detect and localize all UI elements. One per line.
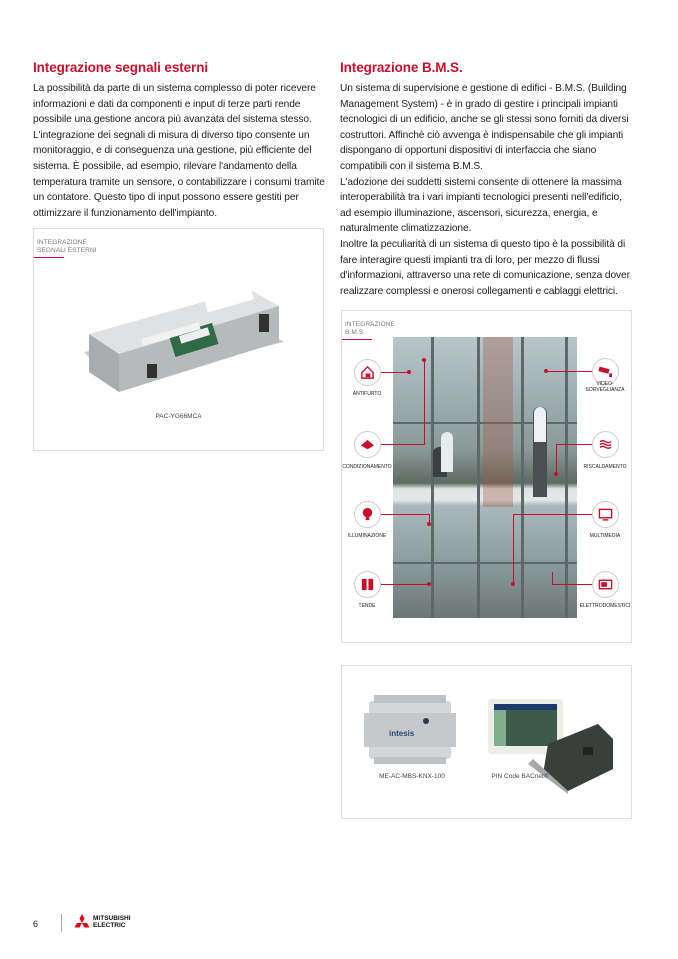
mitsubishi-electric-logo <box>93 916 131 929</box>
page-number: 6 <box>33 919 39 929</box>
lightbulb-icon <box>354 501 381 528</box>
heating-icon <box>592 431 619 458</box>
figure-label-line: INTEGRAZIONE <box>345 321 395 328</box>
device-brand: intesis <box>389 729 415 738</box>
icon-label-multimedia: MULTIMEDIA <box>589 533 621 539</box>
bms-paragraph: Inoltre la peculiarità di un sistema di questo tipo è la possibilità di fare interagire questi impianti tra di loro, per mezzo di flussi d'informazioni, attraverso una rete di comunicazione, senza dover realizzare complessi e onerosi collegamenti e cablaggi elettrici. <box>340 238 630 297</box>
icon-label-illuminazione: ILLUMINAZIONE <box>347 533 387 539</box>
monitor-icon <box>592 501 619 528</box>
icon-label-riscaldamento: RISCALDAMENTO <box>583 464 627 470</box>
figure-label-line: SEGNALI ESTERNI <box>37 247 97 254</box>
external-signals-figure <box>33 228 324 451</box>
mitsubishi-diamonds-logo-icon <box>72 914 92 932</box>
logo-text: ELECTRIC <box>93 921 126 929</box>
bms-text <box>340 81 632 299</box>
bms-products-figure <box>341 665 632 819</box>
icon-label-tende: TENDE <box>358 603 376 609</box>
external-signals-text: La possibilità da parte di un sistema complesso di poter ricevere informazioni e dati da componenti e input di terze parti rende possibile una gestione ancora più avanzata del sistema stesso. L'integrazione dei segnali di misura di diverso tipo consente un monitoraggio, e di conseguenza una gestione, più efficiente del sistema. È possibile, ad esempio, rilevare l'andamento della temperatura tramite un sensore, o contabilizzare i consumi tramite un contatore. Questo tipo di input possono essere gestiti per ottimizzare il funzionamento dell'impianto. <box>33 83 325 219</box>
logo-text: MITSUBISHI <box>93 915 131 922</box>
microwave-icon <box>592 571 619 598</box>
figure-label <box>37 239 97 255</box>
icon-label-condizionamento: CONDIZIONAMENTO <box>342 464 392 470</box>
section-title-bms: Integrazione B.M.S. <box>340 60 463 75</box>
icon-label-antifurto: ANTIFURTO <box>352 391 382 397</box>
section-title-external-signals: Integrazione segnali esterni <box>33 60 209 75</box>
bms-paragraph: L'adozione dei suddetti sistemi consente di ottenere la massima interoperabilità tra i vari impianti tecnologici presenti nell'edificio, ad esempio illuminazione, ascensori, sicurezza, energia, e naturalmente climatizzazione. <box>340 176 622 235</box>
alarm-icon <box>354 359 381 386</box>
product-caption: PAC-YG66MCA <box>155 413 202 420</box>
icon-label-videosorveglianza: VIDEO- SORVEGLIANZA <box>585 381 625 393</box>
icon-label-elettrodomestici: ELETTRODOMESTICI <box>579 603 631 609</box>
figure-label-line: INTEGRAZIONE <box>37 239 87 246</box>
product-caption: PIN Code BACnet® <box>491 773 549 780</box>
footer-divider <box>61 914 62 932</box>
product-caption: ME-AC-MBS-KNX-100 <box>379 773 445 780</box>
bms-paragraph: Un sistema di supervisione e gestione di edifici - B.M.S. (Building Management System) - è in grado di gestire i principali impianti tecnologici di un edificio, anche se gli stessi sono forniti da diversi costruttori. Affinchè ciò avvenga è indispensabile che gli impianti dispongano di opportuni dispositivi di interfaccia che siano compatibili con il sistema B.M.S. <box>340 83 629 172</box>
intesis-gateway-image <box>364 691 456 766</box>
air-conditioning-icon <box>354 431 381 458</box>
pac-yg66mca-device-image <box>79 284 289 409</box>
curtains-icon <box>354 571 381 598</box>
office-building-photo <box>393 337 577 618</box>
figure-label <box>345 321 395 337</box>
figure-label-line: B.M.S. <box>345 329 366 336</box>
